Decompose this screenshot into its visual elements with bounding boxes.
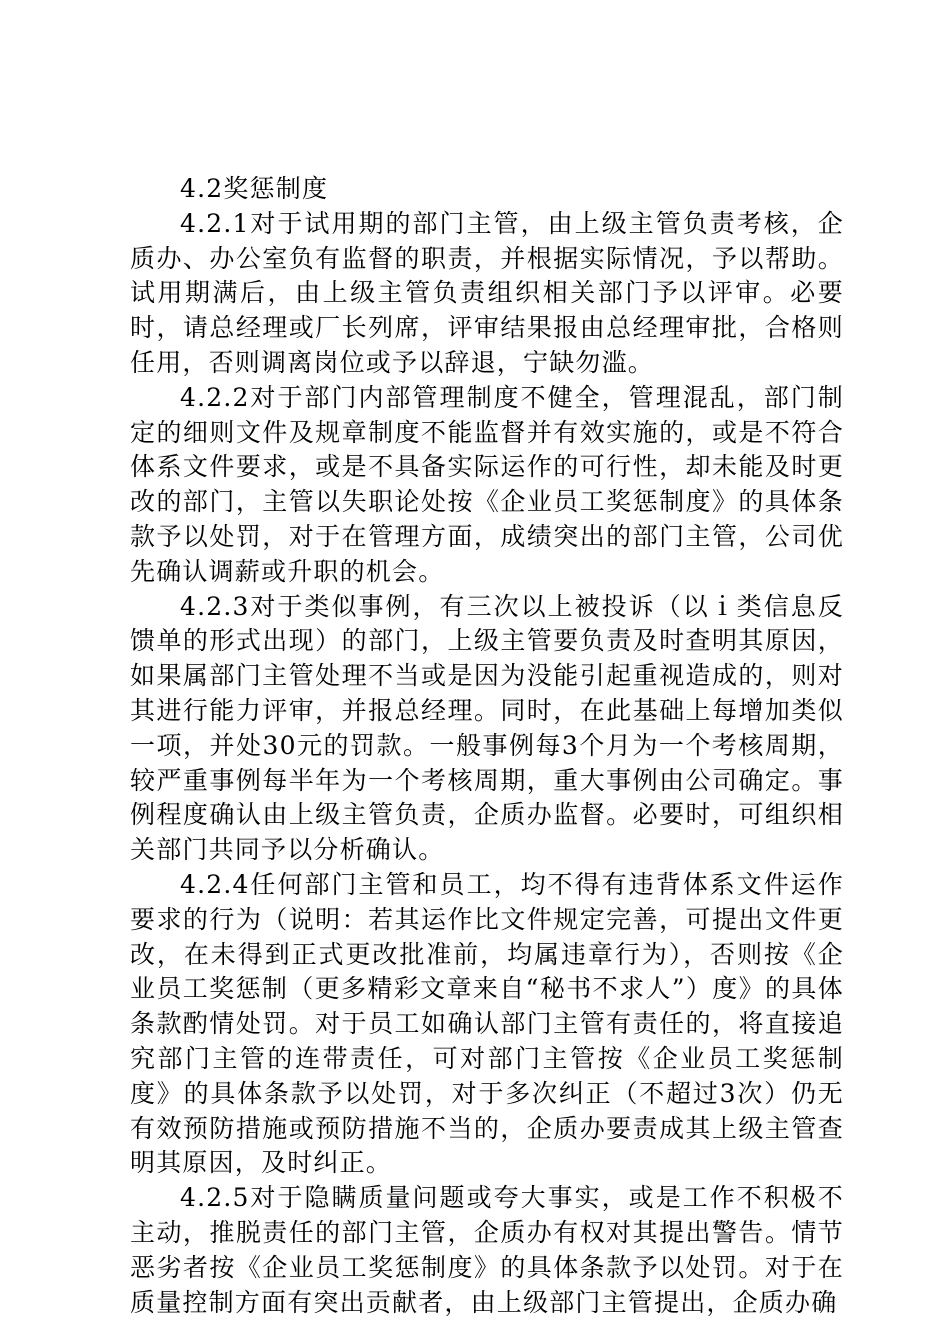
paragraph-4-2-5: 4.2.5对于隐瞒质量问题或夸大事实，或是工作不积极不主动，推脱责任的部门主管，企质办有权对其提出警告。情节恶劣者按《企业员工奖惩制度》的具体条款予以处罚。对于在质量控制方面有突出贡献者，由上级部门主管提出，企质办确 bbox=[130, 1183, 844, 1317]
paragraph-4-2-2: 4.2.2对于部门内部管理制度不健全，管理混乱，部门制定的细则文件及规章制度不能监督并有效实施的，或是不符合体系文件要求，或是不具备实际运作的可行性，却未能及时更改的部门，主管以失职论处按《企业员工奖惩制度》的具体条款予以处罚，对于在管理方面，成绩突出的部门主管，公司优先确认调薪或升职的机会。 bbox=[130, 382, 844, 586]
paragraph-4-2-3: 4.2.3对于类似事例，有三次以上被投诉（以ｉ类信息反馈单的形式出现）的部门，上级主管要负责及时查明其原因，如果属部门主管处理不当或是因为没能引起重视造成的，则对其进行能力评审，并报总经理。同时，在此基础上每增加类似一项，并处30元的罚款。一般事例每3个月为一个考核周期，较严重事例每半年为一个考核周期，重大事例由公司确定。事例程度确认由上级主管负责，企质办监督。必要时，可组织相关部门共同予以分析确认。 bbox=[130, 591, 844, 865]
section-heading: 4.2奖惩制度 bbox=[180, 174, 329, 203]
paragraph-4-2-4: 4.2.4任何部门主管和员工，均不得有违背体系文件运作要求的行为（说明：若其运作比文件规定完善，可提出文件更改，在未得到正式更改批准前，均属违章行为），否则按《企业员工奖惩制（更多精彩文章来自“秘书不求人”）度》的具体条款酌情处罚。对于员工如确认部门主管有责任的，将直接追究部门主管的连带责任，可对部门主管按《企业员工奖惩制度》的具体条款予以处罚，对于多次纠正（不超过3次）仍无有效预防措施或预防措施不当的，企质办要责成其上级主管查明其原因，及时纠正。 bbox=[130, 869, 844, 1178]
document-body bbox=[130, 172, 844, 1320]
paragraph-4-2-1: 4.2.1对于试用期的部门主管，由上级主管负责考核，企质办、办公室负有监督的职责，并根据实际情况，予以帮助。试用期满后，由上级主管负责组织相关部门予以评审。必要时，请总经理或厂长列席，评审结果报由总经理审批，合格则任用，否则调离岗位或予以辞退，宁缺勿滥。 bbox=[130, 208, 844, 377]
